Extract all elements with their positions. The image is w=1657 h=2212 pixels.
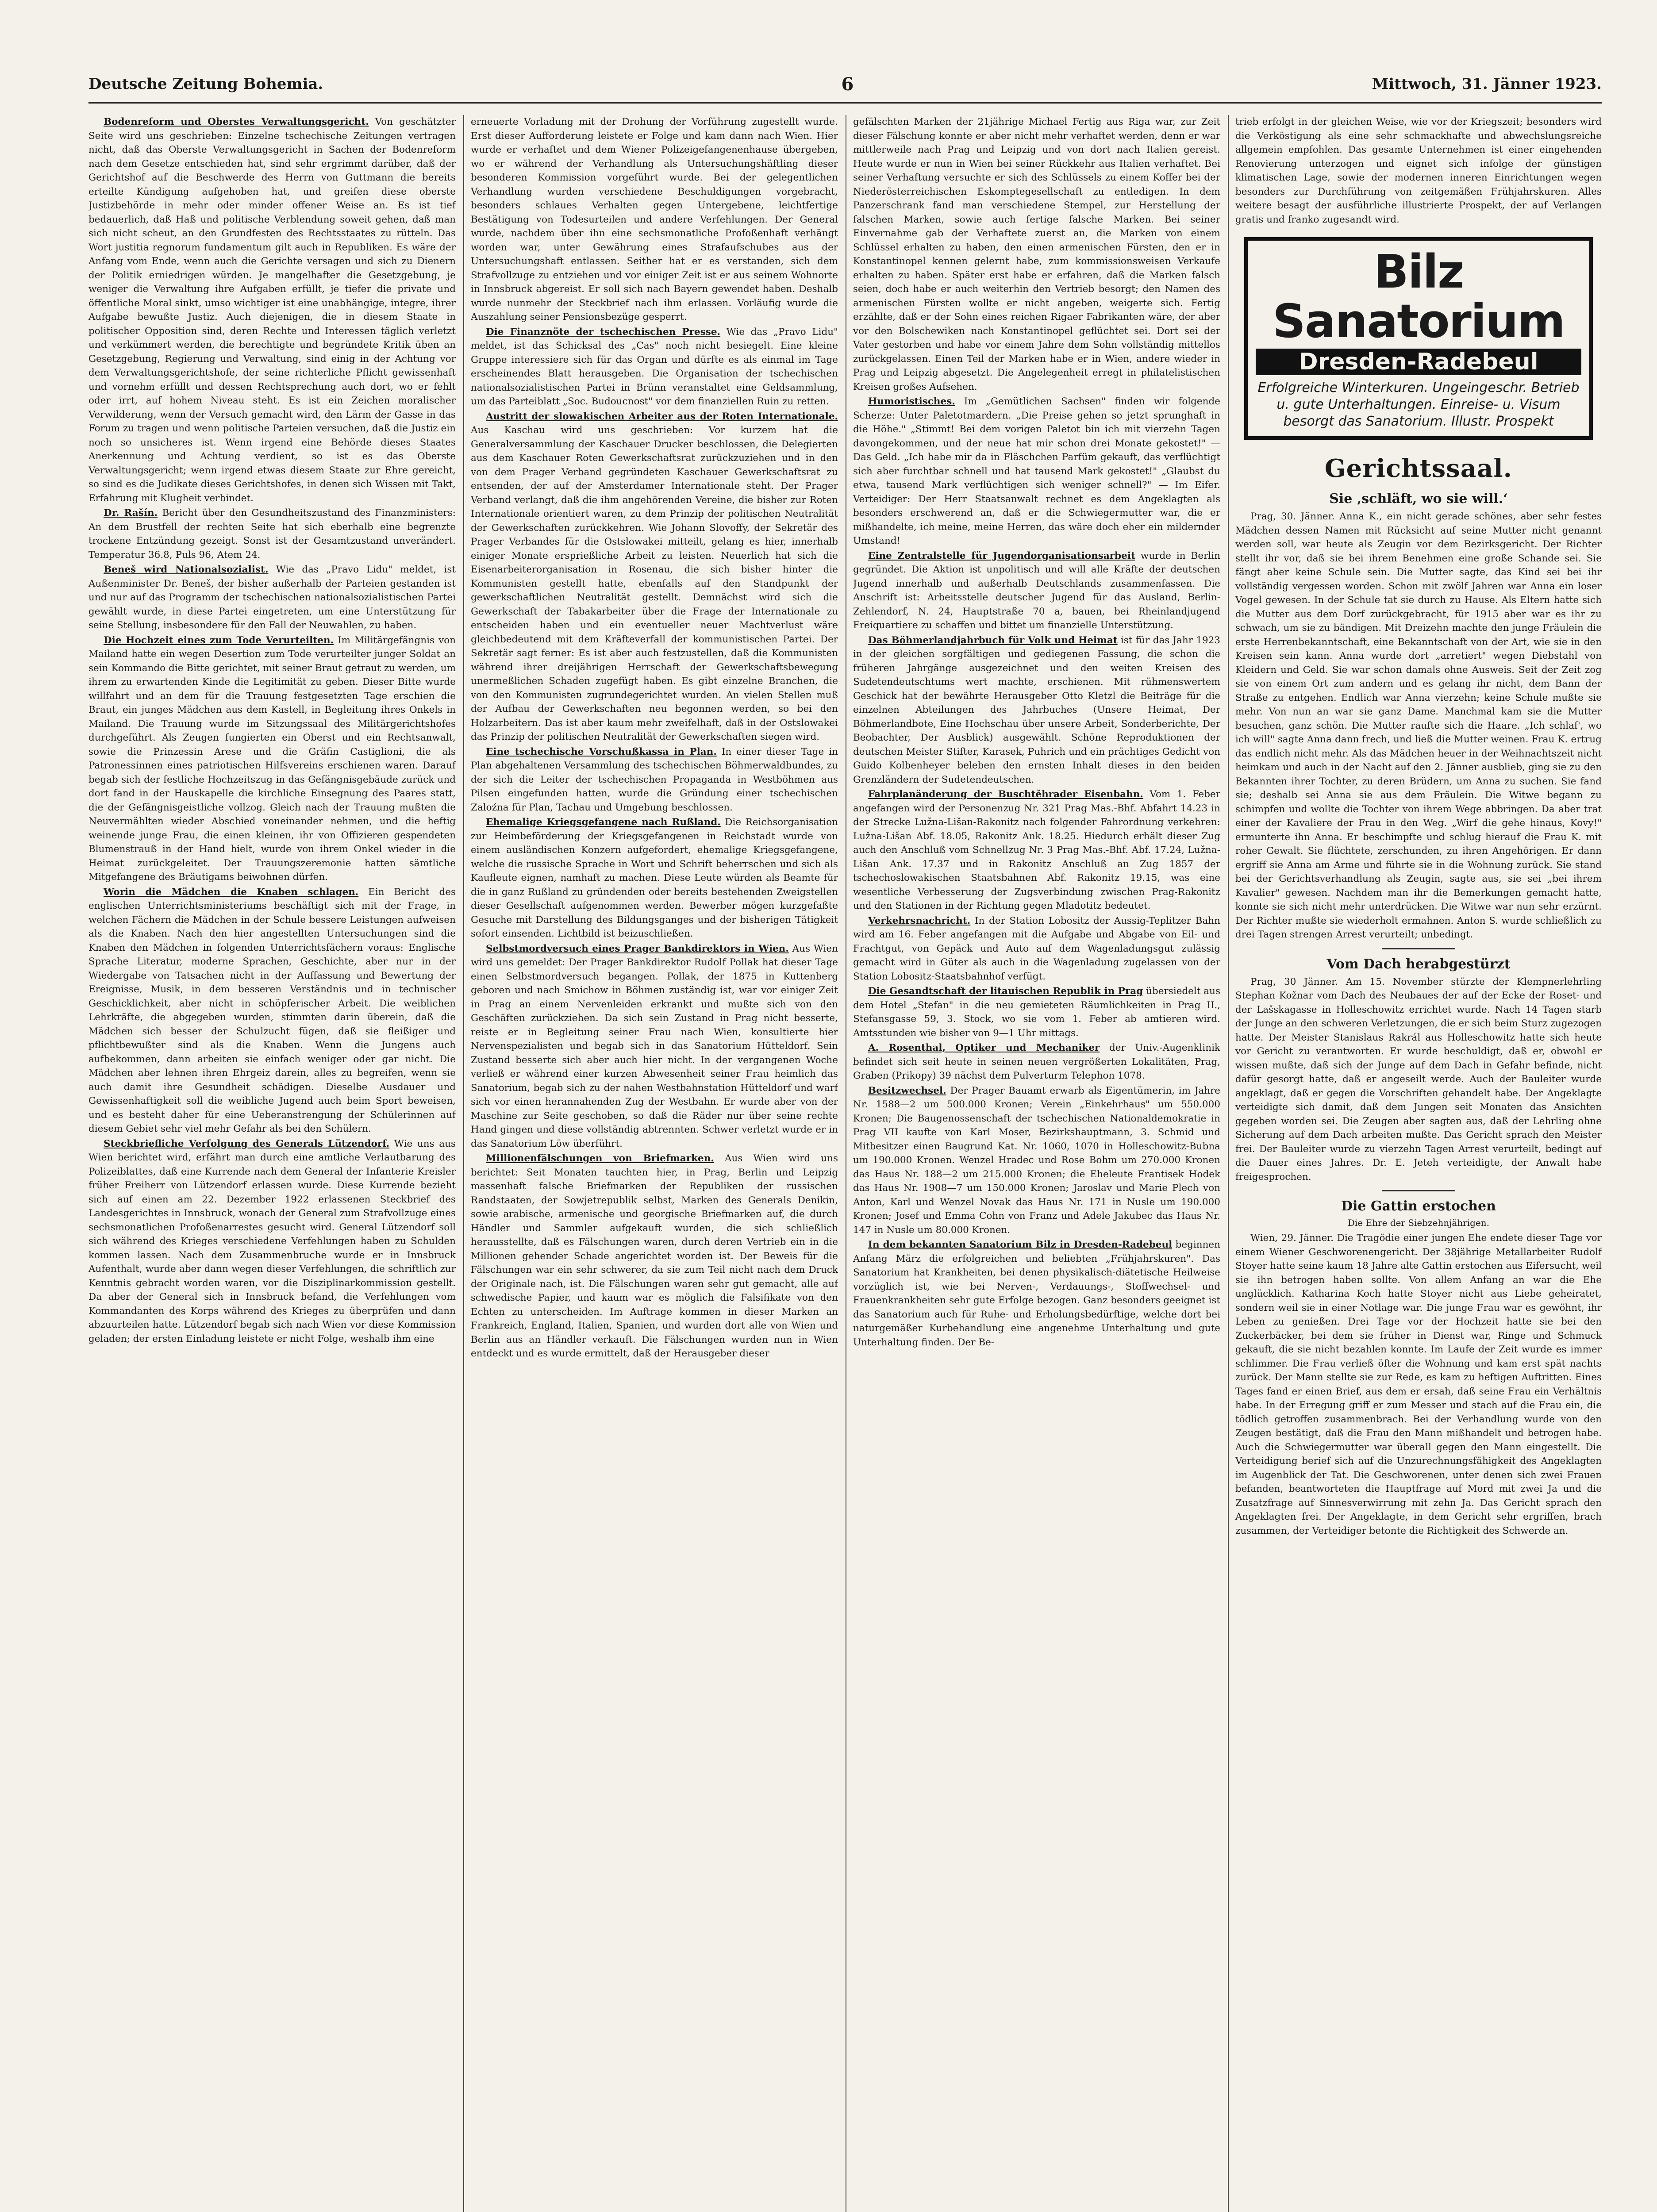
- article-heading: Beneš wird Nationalsozialist.: [104, 564, 269, 575]
- article-body: beginnen Anfang März die erfolgreichen und beliebten „Frühjahrskuren". Das Sanatorium hat Krankheiten, bei denen physikalisch-diätetische Heilweise vorzüglich ist, wie bei Nerven-, Verdauungs-, Stoffwechsel- und Frauenkrankheiten sehr gute Erfolge bezogen. Ganz besonders geeignet ist das Sanatorium auch für Ruhe- und Erholungsbedürftige, welche dort bei naturgemäßer Kurbehandlung eine angenehme Unterhaltung und gute Unterhaltung finden. Der Be-: [853, 1239, 1220, 1348]
- article-body: Von geschätzter Seite wird uns geschrieben: Einzelne tschechische Zeitungen vertragen nicht, daß das Oberste Verwaltungsgericht in Sachen der Bodenreform nach dem Gesetze entschieden hat, sind sehr ergrimmt darüber, daß der Gerichtshof auf die Beschwerde des Herrn von Guttmann die bereits erteilte Kündigung aufgehoben hat, und greifen diese oberste Justizbehörde in mehr oder minder offener Weise an. Es ist tief bedauerlich, daß Haß und politische Verblendung soweit gehen, daß man sich nicht scheut, an den Grundfesten des Rechtsstaates zu rütteln. Das Wort justitia regnorum fundamentum gilt auch in Republiken. Es wäre der Anfang vom Ende, wenn auch die Gerichte versagen und sich zu Dienern der Politik erniedrigen würden. Je mangelhafter die Gesetzgebung, je weniger die Verwaltung ihre Aufgaben erfüllt, je tiefer die private und öffentliche Moral sinkt, umso wichtiger ist eine unabhängige, integre, ihrer Aufgabe bewußte Justiz. Auch diejenigen, die in diesem Staate in politischer Opposition sind, deren Rechte und Interessen täglich verletzt und verkümmert werden, die berechtigte und begründete Kritik üben an Gesetzgebung, Regierung und Verwaltung, sind einig in der Achtung vor dem Verwaltungsgerichtshofe, der seine richterliche Pflicht gewissenhaft und vornehm erfüllt und dessen Rechtsprechung auch dort, wo er fehlt oder irrt, auf hohem Niveau steht. Es ist ein Zeichen moralischer Verwilderung, wenn der Versuch gemacht wird, den Lärm der Gasse in das Forum zu tragen und wenn politische Parteien versuchen, daß die Justiz ein noch so unsicheres ist. Wenn irgend eine Behörde dieses Staates Anerkennung und Achtung verdient, so ist es das Oberste Verwaltungsgericht; wenn irgend etwas diesem Staate zur Ehre gereicht, so sind es die Judikate dieses Gerichtshofes, in denen sich Wissen mit Takt, Erfahrung mit Klugheit verbindet.: [88, 116, 456, 504]
- article-heading: Das Böhmerlandjahrbuch für Volk und Heimat: [868, 634, 1118, 646]
- article: [88, 1137, 456, 1346]
- article-body: Der Prager Bauamt erwarb als Eigentümerin, im Jahre Nr. 1588—2 um 500.000 Kronen; Verein „Einkehrhaus" um 550.000 Kronen; Die Baugenossenschaft der tschechischen Nationaldemokratie in Prag VII kaufte von Karl Moser, Bezirkshauptmann, 3. Schmid und Mitbesitzer einen Baugrund Kat. Nr. 1060, 1070 in Holleschowitz-Bubna um 190.000 Kronen. Wenzel Hradec und Rose Bohm um 270.000 Kronen das Haus Nr. 188—2 um 215.000 Kronen; die Eheleute Frantisek Hodek das Haus Nr. 1908—7 um 150.000 Kronen; Jaroslav und Marie Plech von Anton, Karl und Wenzel Novak das Haus Nr. 171 in Nusle um 190.000 Kronen; Josef und Emma Cohn von Franz und Adele Jakubec das Haus Nr. 147 in Nusle um 80.000 Kronen.: [853, 1085, 1220, 1236]
- page-number: 6: [841, 73, 854, 95]
- article-body: Bericht über den Gesundheitszustand des Finanzministers: An dem Brustfell der rechten Seite hat sich eberhalb eine begrenzte trockene Entzündung gezeigt. Sonst ist der Gesamtzustand unverändert. Temperatur 36.8, Puls 96, Atem 24.: [88, 507, 456, 561]
- article-heading: Eine Zentralstelle für Jugendorganisationsarbeit: [868, 550, 1135, 561]
- article-heading: Die Gesandtschaft der litauischen Republik in Prag: [868, 986, 1143, 997]
- article-heading: Worin die Mädchen die Knaben schlagen.: [104, 886, 359, 898]
- article-heading: A. Rosenthal, Optiker und Mechaniker: [868, 1042, 1100, 1053]
- article-heading: Vom Dach herabgestürzt: [1326, 956, 1511, 972]
- article: [853, 1238, 1220, 1349]
- article: [853, 395, 1220, 548]
- section-title: Gerichtssaal.: [1324, 454, 1513, 483]
- article-heading: Millionenfälschungen von Briefmarken.: [486, 1153, 714, 1164]
- article: [471, 815, 838, 941]
- article-heading: Sie ‚schläft, wo sie will.‘: [1329, 491, 1508, 507]
- column-divider: [1228, 115, 1229, 2212]
- article-body: erneuerte Vorladung mit der Drohung der Vorführung zugestellt wurde. Erst dieser Aufforderung leistete er Folge und kam dann nach Wien. Hier wurde er verhaftet und dem Wiener Polizeigefangenenhause übergeben, wo er während der Verhandlung als Untersuchungshäftling dieser besonderen Kommission vorgeführt wurde. Bei der gelegentlichen Verhandlung wurden verschiedene Beschuldigungen vorgebracht, besonders schlaues Verhalten gegen Untergebene, leichtfertige Bestätigung von Todesurteilen und andere Verfehlungen. Der General wurde, nachdem über ihn eine sechsmonatliche Profoßenhaft verhängt worden war, unter Gewährung eines Strafaufschubes aus der Untersuchungshaft entlassen. Seither hat er es verstanden, sich dem Strafvollzuge zu entziehen und vor einiger Zeit ist er aus seinem Wohnorte in Innsbruck abgereist. Er soll sich nach Bayern gewendet haben. Deshalb wurde nunmehr der Steckbrief nach ihm erlassen. Vorläufig wurde die Auszahlung seiner Pensionsbezüge gesperrt.: [471, 116, 838, 323]
- article-body: In der Station Lobositz der Aussig-Teplitzer Bahn wird am 16. Feber angefangen mit die Aufgabe und Abgabe von Eil- und Frachtgut, von Gepäck und Auto auf dem Wagenladungsgut zulässig gemacht wird in Güter als auch in die Wagenladung zugelassen von der Station Lobositz-Staatsbahnhof verfügt.: [853, 915, 1220, 982]
- column-divider: [463, 115, 464, 2212]
- article: [1235, 115, 1602, 227]
- article-heading: Selbstmordversuch eines Prager Bankdirektors in Wien.: [486, 943, 789, 954]
- article-body: gefälschten Marken der 21jährige Michael Fertig aus Riga war, zur Zeit dieser Fälschung konnte er aber nicht mehr verhaftet werden, denn er war mittlerweile nach Prag und Leipzig und von dort nach Italien gereist. Heute wurde er nun in Wien bei seiner Rückkehr aus Italien verhaftet. Bei seiner Verhaftung versuchte er sich des Schlüssels zu einem Koffer bei der Niederösterreichischen Eskomptegesellschaft zu entledigen. In dem Panzerschrank fand man verschiedene Stempel, zur Herstellung der falschen Marken, sowie auch fertige falsche Marken. Bei seiner Einvernahme gab der Verhaftete zuerst an, die Marken von einem Schlüssel erhalten zu haben, den einen armenischen Fürsten, den er in Konstantinopel kennen gelernt habe, zum kommissionsweisen Verkaufe erhalten zu haben. Später erst habe er erfahren, daß die Marken falsch seien, doch habe er auch weiterhin den Vertrieb besorgt; den Namen des armenischen Fürsten wollte er nicht angeben, weigerte sich. Fertig erzählte, daß er der Sohn eines reichen Rigaer Fabrikanten wäre, der aber vor den Bolschewiken nach Konstantinopel geflüchtet sei. Dort sei der Vater gestorben und habe vor einem Jahre dem Sohn vollständig mittellos zurückgelassen. Einen Teil der Marken habe er in Wien, andere wieder in Prag und Leipzig abgesetzt. Die Angelegenheit erregt in philatelistischen Kreisen großes Aufsehen.: [853, 116, 1220, 392]
- article-body: Im Militärgefängnis von Mailand hatte ein wegen Desertion zum Tode verurteilter junger Soldat an sein Kommando die Bitte gerichtet, mit seiner Braut getraut zu werden, um ihrem zu erwartenden Kinde die Legitimität zu geben. Dieser Bitte wurde willfahrt und an dem für die Trauung festgesetzten Tage erschien die Braut, ein junges Mädchen aus dem Kastell, in Begleitung ihres Onkels in Mailand. Die Trauung wurde im Sitzungssaal des Militärgerichtshofes durchgeführt. Als Zeugen fungierten ein Oberst und ein Rechtsanwalt, sowie die Prinzessin Arese und die Gräfin Castiglioni, die als Patronessinnen eines patriotischen Hilfsvereins erschienen waren. Darauf begab sich der festliche Hochzeitszug in das Gefängnisgebäude zurück und dort fand in der Hauskapelle die kirchliche Einsegnung des Paares statt, die der Gefängnisgeistliche vollzog. Gleich nach der Trauung mußten die Neuvermählten wieder Abschied voneinander nehmen, und die heftig weinende junge Frau, die einen kleinen, ihr von Offizieren gespendeten Blumenstrauß in der Hand hielt, wurde von ihrem Onkel wieder in die Heimat zurückgeleitet. Der Trauungszeremonie hatten sämtliche Mitgefangene des Bräutigams beiwohnen dürfen.: [88, 634, 456, 883]
- divider: [1382, 948, 1455, 949]
- article: [471, 115, 838, 324]
- article-body: Wie uns aus Wien berichtet wird, erfährt man durch eine amtliche Verlautbarung des Polizeiblattes, daß eine Kurrende nach dem General der Infanterie Kreisler früher Freiherr von Lützendorf erlassen wurde. Diese Kurrende bezieht sich auf einen am 22. Dezember 1922 erlassenen Steckbrief des Landesgerichtes in Innsbruck, wonach der General zum Strafvollzuge eines sechsmonatlichen Profoßenarrestes gesucht wird. General Lützendorf soll sich während des Krieges verschiedene Verfehlungen haben zu Schulden kommen lassen. Nach dem Zusammenbruche wurde er in Innsbruck Aufenthalt, wurde aber dann wegen dieser Verfehlungen, die schriftlich zur Kenntnis gebracht worden waren, vor die Disziplinarkommission gestellt. Da aber der General sich in Innsbruck befand, die Verfehlungen vom Kommandanten des Korps während des Krieges zu überprüfen und dann abzuurteilen hatte. Lützendorf begab sich nach Wien vor diese Kommission geladen; der ersten Einladung leistete er nicht Folge, weshalb ihm eine: [88, 1138, 456, 1344]
- article: [88, 115, 456, 505]
- article-body: Aus Kaschau wird uns geschrieben: Vor kurzem hat die Generalversammlung der Kaschauer Drucker beschlossen, die Delegierten aus dem Kaschauer Roten Gewerkschaftsrat zurückzuziehen und in den von dem Prager Verband gegründeten Kaschauer Gewerkschaftsrat zu entsenden, der auf der Amsterdamer Internationale steht. Der Prager Verband verlangt, daß die ihm angehörenden Vereine, die bisher zur Roten Internationale orientiert waren, zu dem Prinzip der politischen Neutralität der Gewerkschaften zurückkehren. Wie Johann Slovoffy, der Sekretär des Prager Verbandes für die Ostslowakei mitteilt, gelang es hier, innerhalb einiger Monate ersprießliche Arbeit zu leisten. Neuerlich hat sich die Eisenarbeiterorganisation in Rosenau, die sich bisher hinter die Kommunisten gestellt hatte, ebenfalls auf den Standpunkt der gewerkschaftlichen Neutralität gestellt. Demnächst wird sich die Gewerkschaft der Tabakarbeiter über die Frage der Internationale zu entscheiden haben und ein eventueller neuer Machtverlust wäre gleichbedeutend mit dem Kräfteverfall der kommunistischen Partei. Der Sekretär sagt ferner: Es ist aber auch festzustellen, daß die Kommunisten während ihrer dreijährigen Herrschaft der Gewerkschaftsbewegung unermeßlichen Schaden zugefügt haben. Es gibt einzelne Branchen, die von den Kommunisten zugrundegerichtet wurden. An vielen Stellen muß der Aufbau der Gewerkschaften neu begonnen werden, so bei den Holzarbeitern. Das ist aber kaum mehr zweifelhaft, daß in der Ostslowakei das Prinzip der politischen Neutralität der Gewerkschaften siegen wird.: [471, 425, 838, 742]
- article: [853, 115, 1220, 394]
- ad-place: Dresden-Radebeul: [1256, 349, 1581, 375]
- column-1: [88, 115, 456, 2212]
- article-heading: Eine tschechische Vorschußkassa in Plan.: [486, 746, 717, 757]
- paper-title: Deutsche Zeitung Bohemia.: [88, 75, 323, 93]
- article-heading: In dem bekannten Sanatorium Bilz in Dresden-Radebeul: [868, 1239, 1173, 1250]
- article-heading: Dr. Rašín.: [104, 507, 158, 518]
- article-heading: Die Hochzeit eines zum Tode Verurteilten.: [104, 634, 334, 646]
- article: [853, 914, 1220, 984]
- article: [88, 563, 456, 633]
- article-heading: Die Finanznöte der tschechischen Presse.: [486, 326, 721, 338]
- article-body: Aus Wien wird uns gemeldet: Der Prager Bankdirektor Rudolf Pollak hat dieser Tage einen Selbstmordversuch begangen. Pollak, der 1875 in Kuttenberg geboren und nach Smichow in Böhmen zuständig ist, war vor einiger Zeit in Prag an einem Nervenleiden erkrankt und mußte sich von den Geschäften zurückziehen. Da sich sein Zustand in Prag nicht besserte, reiste er in Begleitung seiner Frau nach Wien, konsultierte hier Nervenspezialisten und begab sich in das Sanatorium Hütteldorf. Sein Zustand besserte sich aber auch hier nicht. In der vergangenen Woche verließ er während einer kurzen Abwesenheit seiner Frau heimlich das Sanatorium, begab sich zu der nahen Westbahnstation Hütteldorf und warf sich vor einen herannahenden Zug der Westbahn. Er wurde aber von der Maschine zur Seite geschoben, so daß die Räder nur über seine rechte Hand gingen und diese vollständig abtrennten. Schwer verletzt wurde er in das Sanatorium Löw überführt.: [471, 943, 838, 1149]
- issue-date: Mittwoch, 31. Jänner 1923.: [1372, 75, 1602, 93]
- article-body: der Univ.-Augenklinik befindet sich seit heute in seinen neuen vergrößerten Lokalitäten, Prag, Graben (Prikopy) 39 nächst dem Pulverturm Telephon 1078.: [853, 1042, 1220, 1081]
- article: [853, 787, 1220, 913]
- columns: [88, 115, 1602, 2212]
- article: [471, 745, 838, 815]
- article: [88, 634, 456, 884]
- article-heading: Humoristisches.: [868, 396, 955, 407]
- article-heading: Austritt der slowakischen Arbeiter aus der Roten Internationale.: [486, 411, 838, 422]
- article: [471, 410, 838, 744]
- article: [471, 325, 838, 409]
- article-body: Wien, 29. Jänner. Die Tragödie einer jungen Ehe endete dieser Tage vor einem Wiener Geschworenengericht. Der 38jährige Metallarbeiter Rudolf Stoyer hatte seine kaum 18 Jahre alte Gattin erstochen aus Eifersucht, weil sie ihn betrogen haben sollte. Von allem Anfang an war die Ehe unglücklich. Katharina Koch hatte Stoyer nicht aus Liebe geheiratet, sondern weil sie in einer Notlage war. Die junge Frau war es gewöhnt, ihr Leben zu genießen. Drei Tage vor der Hochzeit hatte sie bei den Zuckerbäcker, bei dem sie früher in Dienst war, Ringe und Schmuck gekauft, die sie nicht bezahlen konnte. Im Laufe der Zeit wurde es immer schlimmer. Die Frau verließ öfter die Wohnung und kam erst spät nachts zurück. Der Mann stellte sie zur Rede, es kam zu heftigen Auftritten. Eines Tages fand er einen Brief, aus dem er ersah, daß seine Frau ein Verhältnis habe. In der Erregung griff er zum Messer und stach auf die Frau ein, die tödlich getroffen zusammenbrach. Bei der Verhandlung wurde von den Zeugen bestätigt, daß die Frau den Mann mißhandelt und betrogen habe. Auch die Schwiegermutter war überall gegen den Mann eingestellt. Die Verteidigung berief sich auf die Unzurechnungsfähigkeit des Angeklagten im Augenblick der Tat. Die Geschworenen, unter denen sich zwei Frauen befanden, beantworteten die Hauptfrage auf Mord mit zwei Ja und die Zusatzfrage auf Sinnesverwirrung mit zehn Ja. Das Gericht sprach den Angeklagten frei. Der Angeklagte, in dem Gericht sehr ergriffen, brach zusammen, der Verteidiger betonte die Richtigkeit des Schwerde an.: [1235, 1233, 1602, 1536]
- article-body: Aus Wien wird uns berichtet: Seit Monaten tauchten hier, in Prag, Berlin und Leipzig massenhaft falsche Briefmarken der Republiken der russischen Randstaaten, der Sowjetrepublik selbst, Marken des Generals Denikin, sowie arabische, armenische und georgische Briefmarken auf, die durch Händler und Sammler aufgekauft wurden, die sich schließlich herausstellte, daß es Fälschungen waren, durch deren Vertrieb ein in die Millionen gehender Schade angerichtet worden ist. Der Beweis für die Fälschungen war ein sehr schwerer, da sie zum Teil nicht nach dem Druck der Originale nach, ist. Die Fälschungen waren sehr gut gemacht, alle auf schwedische Papier, und kaum war es möglich die Falsifikate von den Echten zu unterscheiden. Im Auftrage kommen in dieser Marken an Frankreich, England, Italien, Spanien, und wurden dort alle von Wien und Berlin aus an Händler verkauft. Die Fälschungen wurden nun in Wien entdeckt und es wurde ermittelt, daß der Herausgeber dieser: [471, 1153, 838, 1359]
- article-subheading: Die Ehre der Siebzehnjährigen.: [1347, 1217, 1490, 1228]
- article-body: In einer dieser Tage in Plan abgehaltenen Versammlung des tschechischen Böhmerwaldbundes, zu der sich die Leiter der tschechischen Propaganda in Westböhmen aus Pilsen eingefunden hatten, wurde die Gründung einer tschechischen Zaloźna für Plan, Tachau und Umgebung beschlossen.: [471, 746, 838, 813]
- article: [853, 984, 1220, 1040]
- ad-line: besorgt das Sanatorium. Illustr. Prospekt: [1283, 414, 1554, 429]
- ad-line: Erfolgreiche Winterkuren. Ungeingeschr. Betrieb: [1257, 380, 1580, 396]
- article-body: Die Reichsorganisation zur Heimbeförderung der Kriegsgefangenen in Reichstadt wurde von einem ausländischen Konzern aufgefordert, ehemalige Kriegsgefangene, welche die russische Sprache in Wort und Schrift beherrschen und sich als Kaufleute eignen, namhaft zu machen. Diese Leute würden als Beamte für die in ganz Rußland zu gründenden oder bereits bestehenden Zweigstellen dieser Gesellschaft aufgenommen werden. Bewerber mögen kurzgefaßte Gesuche mit Darstellung des Bildungsganges und der bisherigen Tätigkeit sofort einsenden. Lichtbild ist beizuschließen.: [471, 817, 838, 939]
- article-body: Wie das „Pravo Lidu" meldet, ist das Schicksal des „Cas" noch nicht besiegelt. Eine kleine Gruppe interessiere sich für das Organ und dürfte es als einmal im Tage erscheinendes Blatt herausgeben. Die Organisation der tschechischen nationalsozialistischen Partei in Brünn veranstaltet eine Geldsammlung, um das Parteiblatt „Soc. Budoucnost" vor dem finanziellen Ruin zu retten.: [471, 326, 838, 407]
- page-header: [88, 66, 1602, 104]
- article: [471, 942, 838, 1151]
- article-heading: Die Gattin erstochen: [1341, 1198, 1496, 1214]
- article-heading: Bodenreform und Oberstes Verwaltungsgericht.: [104, 116, 369, 127]
- article-heading: Besitzwechsel.: [868, 1085, 946, 1096]
- article-body: Im „Gemütlichen Sachsen" finden wir folgende Scherze: Unter Paletotmardern. „Die Preise gehen so jetzt sprunghaft in die Höhe." „Stimmt! Bei dem vorigen Paletot bin ich mit vierzehn Tagen davongekommen, und der neue hat mir schon drei Monate gekostet!" — Das Geld. „Ich habe mir da in Fläschchen Parfüm gekauft, das verflüchtigt sich aber furchtbar schnell und hat tausend Mark gekostet!" „Glaubst du etwa, tausend Mark verflüchtigen sich weniger schnell?" — Im Eifer. Verteidiger: Der Herr Staatsanwalt rechnet es dem Angeklagten als besonders erschwerend an, daß er die Schwiegermutter war, die er mißhandelte, ich meine, meine Herren, das wäre doch eher ein mildernder Umstand!: [853, 396, 1220, 546]
- article: [853, 549, 1220, 633]
- article-heading: Ehemalige Kriegsgefangene nach Rußland.: [486, 817, 721, 828]
- article-body: übersiedelt aus dem Hotel „Stefan" in die neu gemieteten Räumlichkeiten in Prag II., Stefansgasse 59, 3. Stock, wo sie vom 1. Feber ab amtieren wird. Amtsstunden wie bisher von 9—1 Uhr mittags.: [853, 986, 1220, 1039]
- article-body: ist für das Jahr 1923 in der gleichen sorgfältigen und gediegenen Fassung, die schon die früheren Jahrgänge ausgezeichnet und den weiten Kreisen des Sudetendeutschtums wert machte, erschienen. Mit rühmenswertem Geschick hat der bewährte Herausgeber Otto Kletzl die Beiträge für die einzelnen Abteilungen des Jahrbuches (Unsere Heimat, Der Böhmerlandbote, Eine Hochschau über unsere Arbeit, Sonderberichte, Der Beobachter, Der Ausblick) ausgewählt. Schöne Reproduktionen der deutschen Meister Stifter, Karasek, Puhrich und ein prächtiges Gedicht von Guido Kolbenheyer beleben den ernsten Inhalt dieses in den beiden Grenzländern der Sudetendeutschen.: [853, 634, 1220, 785]
- newspaper-page: [88, 66, 1602, 2212]
- article: [88, 885, 456, 1136]
- article: [88, 506, 456, 562]
- article: [853, 634, 1220, 787]
- article-body: Vom 1. Feber angefangen wird der Personenzug Nr. 321 Prag Mas.-Bhf. Abfahrt 14.23 in der Strecke Lužna-Lišan-Rakonitz nach folgender Fahrordnung verkehren: Lužna-Lišan Abf. 18.05, Rakonitz Ank. 18.25. Hiedurch erhält dieser Zug auch den Anschluß vom Schnellzug Nr. 3 Prag Mas.-Bhf. Abf. 17.24, Lužna-Lišan Ank. 17.37 und in Rakonitz Anschluß an Zug 1857 der tschechoslowakischen Staatsbahnen Abf. Rakonitz 19.15, was eine wesentliche Verbesserung der Zugsverbindung zwischen Prag-Rakonitz und den Stationen in der Richtung gegen Mladotitz bedeutet.: [853, 789, 1220, 911]
- article: [853, 1084, 1220, 1237]
- article-heading: Fahrplanänderung der Buschtěhrader Eisenbahn.: [868, 789, 1143, 800]
- divider: [1382, 1190, 1455, 1191]
- ad-line: u. gute Unterhaltungen. Einreise- u. Visum: [1276, 397, 1561, 412]
- article-body: wurde in Berlin gegründet. Die Aktion ist unpolitisch und will alle Kräfte der deutschen Jugend innerhalb und außerhalb Deutschlands zusammenfassen. Die Anschrift ist: Arbeitsstelle deutscher Jugend für das Ausland, Berlin-Zehlendorf, N. 24, Hauptstraße 70 a, bauen, bei Rheinlandjugend Freiquartiere zu schaffen und bittet um finanzielle Unterstützung.: [853, 550, 1220, 631]
- article-body: Wie das „Pravo Lidu" meldet, ist Außenminister Dr. Beneš, der bisher außerhalb der Parteien gestanden ist und nur auf das Programm der tschechischen nationalsozialistischen Partei gewählt wurde, in diese Partei eingetreten, um eine Unterstützung für seine Stellung, insbesondere für den Fall der Neuwahlen, zu haben.: [88, 564, 456, 631]
- column-3: [853, 115, 1220, 2212]
- ad-brand: Bilz Sanatorium: [1273, 245, 1565, 348]
- column-4: [1235, 115, 1602, 2212]
- article-body: Ein Bericht des englischen Unterrichtsministeriums beschäftigt sich mit der Frage, in welchen Fächern die Mädchen in der Schule bessere Leistungen aufweisen als die Knaben. Nach den hier angestellten Untersuchungen sind die Knaben den Mädchen in folgenden Unterrichtsfächern voraus: Englische Sprache Literatur, moderne Sprachen, Geschichte, aber nur in der Wiedergabe von Tatsachen nicht in der Auffassung und Bewertung der Ereignisse, Musik, in dem besseren Verständnis und in technischer Geschicklichkeit, aber nicht in schöpferischer Arbeit. Die weiblichen Lehrkräfte, die abgegeben wurden, stimmten darin überein, daß die Mädchen sich besser der Schulzucht fügen, daß sie fleißiger und pflichtbewußter sind als die Knaben. Wenn die Jungens auch aufbekommen, dann arbeiten sie einfach weniger oder gar nicht. Die Mädchen aber lehnen ihren Ehrgeiz darein, alles zu begreifen, wenn sie auch damit ihre Gesundheit schädigen. Dieselbe Ausdauer und Gewissenhaftigkeit soll die weibliche Jugend auch beim Sport beweisen, und es besteht daher für eine Ueberanstrengung der Schülerinnen auf diesem Gebiet sehr viel mehr Gefahr als bei den Schülern.: [88, 886, 456, 1134]
- article-heading: Steckbriefliche Verfolgung des Generals Lützendorf.: [104, 1138, 390, 1149]
- column-2: [471, 115, 838, 2212]
- article-heading: Verkehrsnachricht.: [868, 915, 971, 926]
- article: [471, 1152, 838, 1361]
- article-body: Prag, 30 Jänner. Am 15. November stürzte der Klempnerlehrling Stephan Kožnar vom Dach des Neubaues der auf der Ecke der Roset- und der Lašskagasse in Holleschowitz errichtet wurde. Nach 14 Tagen starb der Junge an den schweren Verletzungen, die er sich beim Sturz zugezogen hatte. Der Meister Stanislaus Rakrál aus Holleschowitz hatte sich heute vor Gericht zu verantworten. Er wurde beschuldigt, daß er, obwohl er wissen mußte, daß sich der Junge auf dem Dach in Gefahr befinde, nicht dafür gesorgt hatte, daß er angeseilt werde. Auch der Bauleiter wurde angeklagt, daß er gegen die Vorschriften gehandelt habe. Der Angeklagte verteidigte sich damit, daß dem Jungen seit Monaten das Ansichten gegeben worden sei. Die Zeugen aber sagten aus, daß der Lehrling ohne Sicherung auf dem Dach arbeiten mußte. Das Gericht sprach den Meister frei. Der Bauleiter wurde zu vierzehn Tagen Arrest verurteilt, bedingt auf die Dauer eines Jahres. Dr. E. Jeteh verteidigte, der Anwalt habe freigesprochen.: [1235, 976, 1602, 1183]
- sanatorium-advertisement: [1244, 237, 1593, 440]
- article-body: trieb erfolgt in der gleichen Weise, wie vor der Kriegszeit; besonders wird die Verköstigung als eine sehr schmackhafte und abwechslungsreiche allgemein empfohlen. Das gesamte Unternehmen ist einer eingehenden Renovierung unterzogen und eignet sich infolge der günstigen klimatischen Lage, sowie der modernen inneren Einrichtungen wegen besonders zur Durchführung von zeitgemäßen Frühjahrskuren. Alles weitere besagt der ausführliche illustrierte Prospekt, der auf Verlangen gratis und franko zugesandt wird.: [1235, 116, 1602, 225]
- article: [853, 1041, 1220, 1083]
- article-body: Prag, 30. Jänner. Anna K., ein nicht gerade schönes, aber sehr festes Mädchen dessen Namen mit Rücksicht auf seine Mutter nicht genannt werden soll, war heute als Zeugin vor dem Bezirksgericht. Der Richter stellt ihr vor, daß sie bei ihrem Benehmen eine große Schande sei. Sie fängt aber keine Schule sein. Die Mutter sagte, das Kind sei bei ihr vollständig vergessen worden. Schon mit zwölf Jahren war Anna ein loser Vogel gewesen. In der Schule tat sie durch zu Hause. Als Eltern hatte sich die Mutter aus dem Dorf zurückgebracht, für 1915 aber war es ihr zu schwach, um sie zu bändigen. Mit Dreizehn machte den junge Fräulein die erste Herrenbekanntschaft, eine Bekanntschaft von der Art, wie sie in den Kreisen sein kann. Anna wurde dort „arretiert" wegen Diebstahl von Kleidern und Geld. Sie war schon damals ohne Ausweis. Seit der Zeit zog sie von einem Ort zum andern und es gelang ihr nicht, dem Bann der Straße zu entgehen. Endlich war Anna vierzehn; keine Schule mußte sie mehr. Von nun an war sie ganz Dame. Manchmal kam sie die Mutter besuchen, ganz schön. Die Mutter raufte sich die Haare. „Ich schlaf', wo ich will" sagte Anna dann frech, und ließ die Mutter weinen. Frau K. ertrug das endlich nicht mehr. Als das Mädchen heuer in der Weihnachtszeit nicht heimkam und auch in der Nacht auf den 2. Jänner ausblieb, ging sie zu den Bekannten ihrer Tochter, zu deren Brüdern, um Anna zu suchen. Sie fand sie; deshalb sei Anna sie aus dem Fräulein. Die Witwe begann zu schimpfen und wollte die Tochter von ihrem Wege abbringen. Da aber trat einer der Kavaliere der Frau in den Weg. „Wirf die gehe hinaus, Kovy!" ermunterte ihn Anna. Er beschimpfte und schlug hierauf die Frau K. mit roher Gewalt. Sie flüchtete, zerschunden, zu ihren Angehörigen. Er dann ergriff sie Anna am Arme und führte sie in die Wohnung zurück. Sie stand bei der Gerichtsverhandlung als Zeugin, sagte aus, sie sei „bei ihrem Kavalier" gewesen. Nachdem man ihr die Bemerkungen gemacht hatte, konnte sie sich nicht mehr unterdrücken. Die Witwe war nun sehr erzürnt. Der Richter mußte sie wiederholt ermahnen. Anton S. wurde schließlich zu drei Tagen strengen Arrest verurteilt; unbedingt.: [1235, 511, 1602, 940]
